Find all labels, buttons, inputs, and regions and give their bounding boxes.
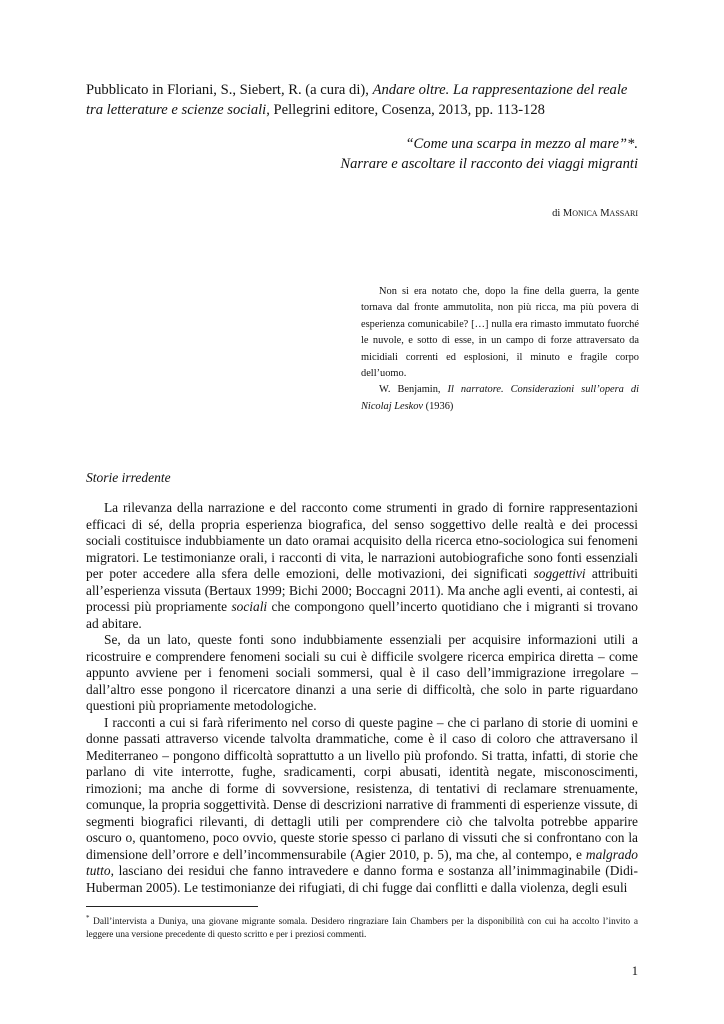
header-citation-end: , Pellegrini editore, Cosenza, 2013, pp. 113-128 <box>266 102 545 118</box>
author-prefix: di <box>552 208 563 219</box>
epigraph-text: Non si era notato che, dopo la fine della guerra, la gente tornava dal fronte ammutolita, non più ricca, ma più povera di esperienza comunicabile? […] nulla era rimasto immutato fuorché le nuvole, e sotto di esse, in un campo di forze attraversato da micidiali correnti ed esplosioni, il minuto e fragile corpo dell’uomo. <box>361 286 639 380</box>
article-title-line-2: Narrare e ascoltare il racconto dei viaggi migranti <box>340 156 638 172</box>
paragraph-1-part-e: che compongono quell’incerto quotidiano che i migranti si trovano ad abitare. <box>86 599 638 631</box>
paragraph-3 <box>86 715 638 897</box>
author-last-rest: assari <box>609 207 638 219</box>
page-number: 1 <box>631 964 638 978</box>
paragraph-1-part-c: attribuiti all’esperienza vissuta (Bertaux 1999; Bichi 2000; Boccagni 2011). Ma anche agli eventi, ai contesti, ai processi più propriamente <box>86 566 638 614</box>
paragraph-1-emphasis-b: sociali <box>231 599 268 614</box>
footnote-text: Dall’intervista a Duniya, una giovane migrante somala. Desidero ringraziare Iain Chambers per la disponibilità con cui ha accolto l’invito a leggere una versione precedente di questo scritto e per i preziosi commenti. <box>86 917 638 941</box>
footnote-divider <box>86 906 258 907</box>
article-title-line-1: “Come una scarpa in mezzo al mare”*. <box>405 136 638 152</box>
paragraph-3-part-a: I racconti a cui si farà riferimento nel corso di queste pagine – che ci parlano di storie di uomini e donne passati attraverso vicende talvolta drammatiche, come è il caso di coloro che attraversano il Mediterraneo – pongono difficoltà soprattutto a un livello più profondo. Si tratta, infatti, di storie che parlano di vite interrotte, fughe, sradicamenti, corpi abusati, identità negate, misconoscimenti, rimozioni; ma anche di forme di sovversione, resistenza, di tentativi di reclamare strenuamente, comunque, la propria soggettività. Dense di descrizioni narrative di frammenti di esperienze vissute, di segmenti biografici rilevanti, di dettagli utili per comprendere ciò che talvolta potrebbe apparire oscuro o, quantomeno, poco ovvio, queste storie spesso ci parlano di vissuti che si confrontano con la dimensione dell’orrore e dell’incommensurabile (Agier 2010, p. 5), ma che, al contempo, e <box>86 714 638 862</box>
epigraph-cite-author: W. Benjamin, <box>379 384 448 396</box>
epigraph-cite-year: (1936) <box>423 400 454 412</box>
author-last-initial: M <box>600 208 610 219</box>
footnote-mark: * <box>86 914 90 922</box>
article-title <box>118 134 638 174</box>
body-text <box>86 500 638 896</box>
epigraph <box>361 284 639 415</box>
paragraph-1-part-a: La rilevanza della narrazione e del racconto come strumenti in grado di fornire rappresentazioni efficaci di sé, della propria esperienza biografica, del senso soggettivo delle realtà e dei processi sociali costituisce indubbiamente un dato oramai acquisito della ricerca etno-sociologica sui fenomeni migratori. Le testimonianze orali, i racconti di vita, le narrazioni autobiografiche sono fonti essenziali per poter accedere alla sfera delle emozioni, delle motivazioni, dei significati <box>86 500 638 581</box>
author-first-rest: onica <box>572 207 598 219</box>
paragraph-3-part-c: , lasciano dei residui che fanno intravedere e danno forma e sostanza all’inimmaginabile (Didi-Huberman 2005). Le testimonianze dei rifugiati, di chi fugge dai conflitti e dalla violenza, degli esuli <box>86 863 638 895</box>
epigraph-cite-title: Il narratore. Considerazioni sull’opera di Nicolaj Leskov <box>361 384 639 412</box>
paragraph-1-emphasis-a: soggettivi <box>533 566 586 581</box>
paragraph-3-emphasis: malgrado tutto <box>86 846 638 878</box>
author-first-initial: M <box>562 208 573 219</box>
footnote <box>86 912 638 942</box>
author-byline <box>552 207 638 219</box>
header-citation-start: Pubblicato in Floriani, S., Siebert, R. (a cura di), <box>86 82 373 98</box>
paragraph-2: Se, da un lato, queste fonti sono indubbiamente essenziali per acquisire informazioni utili a ricostruire e comprendere fenomeni sociali su cui è difficile svolgere ricerca empirica diretta – come appunto avviene per i fenomeni sociali sommersi, qual è il caso dell’immigrazione irregolare – dall’altro esse pongono il ricercatore dinanzi a una serie di difficoltà, che solo in parte riguardano questioni più propriamente metodologiche. <box>86 632 638 713</box>
header-book-title: Andare oltre. La rappresentazione del reale tra letterature e scienze sociali <box>86 82 628 118</box>
section-heading: Storie irredente <box>86 470 171 485</box>
epigraph-citation <box>361 382 639 415</box>
publication-header <box>86 80 646 120</box>
paragraph-1 <box>86 500 638 632</box>
